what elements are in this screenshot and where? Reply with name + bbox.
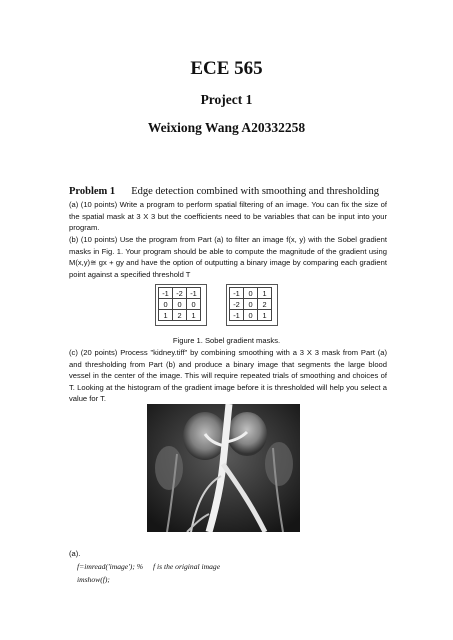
sobel-mask-gy (229, 287, 272, 321)
mask-cell: -1 (230, 310, 244, 321)
mask-cell: -1 (230, 288, 244, 299)
kidney-angiogram-graphic (147, 404, 300, 532)
mask-row (230, 288, 272, 299)
problem-title: Edge detection combined with smoothing and thresholding (131, 186, 380, 197)
mask-cell: 1 (187, 310, 201, 321)
mask-cell: 0 (244, 310, 258, 321)
mask-cell: 2 (173, 310, 187, 321)
code-line-1 (77, 562, 220, 571)
code-statement: f=imread('image'); % (77, 562, 144, 571)
part-c-text: (c) (20 points) Process "kidney.tiff" by combining smoothing with a 3 X 3 mask from Part (a) and thresholding from Part (b) and produce a binary image that segments the large blood vessel in the center of the image. This will require repeated trials of smoothing and choices of T. Looking at the histogram of the gradient image before it is thresholded will help you select a value for T. (69, 348, 387, 404)
solution-part-label: (a). (69, 549, 81, 558)
mask-cell: 0 (244, 288, 258, 299)
sobel-mask-gx (158, 287, 201, 321)
mask-row (230, 299, 272, 310)
mask-cell: 1 (258, 288, 272, 299)
mask-cell: -2 (230, 299, 244, 310)
mask-cell: -1 (187, 288, 201, 299)
mask-cell: 0 (173, 299, 187, 310)
mask-cell: -2 (173, 288, 187, 299)
mask-cell: -1 (159, 288, 173, 299)
mask-cell: 1 (258, 310, 272, 321)
mask-cell: 0 (244, 299, 258, 310)
problem-heading (69, 186, 379, 197)
code-comment: f is the original image (153, 562, 221, 571)
figure-caption: Figure 1. Sobel gradient masks. (172, 336, 281, 345)
mask-row (159, 299, 201, 310)
problem-label: Problem 1 (69, 186, 116, 197)
mask-row (159, 310, 201, 321)
mask-cell: 1 (159, 310, 173, 321)
author-line: Weixiong Wang A20332258 (147, 120, 306, 135)
project-subtitle: Project 1 (200, 92, 253, 107)
part-a-text: (a) (10 points) Write a program to perform spatial filtering of an image. You can fix the size of the spatial mask at 3 X 3 but the coefficients need to be variables that can be input into your program. (69, 200, 387, 233)
part-b-text: (b) (10 points) Use the program from Part (a) to filter an image f(x, y) with the Sobel gradient masks in Fig. 1. Your program should be able to compute the magnitude of the gradient using M(x,y)≅ gx + gy and have the option of outputting a binary image by comparing each gradient point against a specified threshold T (69, 235, 387, 279)
code-line-2: imshow(f); (77, 575, 110, 584)
page-title: ECE 565 (190, 58, 263, 79)
kidney-image (147, 404, 300, 532)
mask-cell: 0 (159, 299, 173, 310)
mask-cell: 2 (258, 299, 272, 310)
mask-cell: 0 (187, 299, 201, 310)
mask-row (230, 310, 272, 321)
mask-row (159, 288, 201, 299)
